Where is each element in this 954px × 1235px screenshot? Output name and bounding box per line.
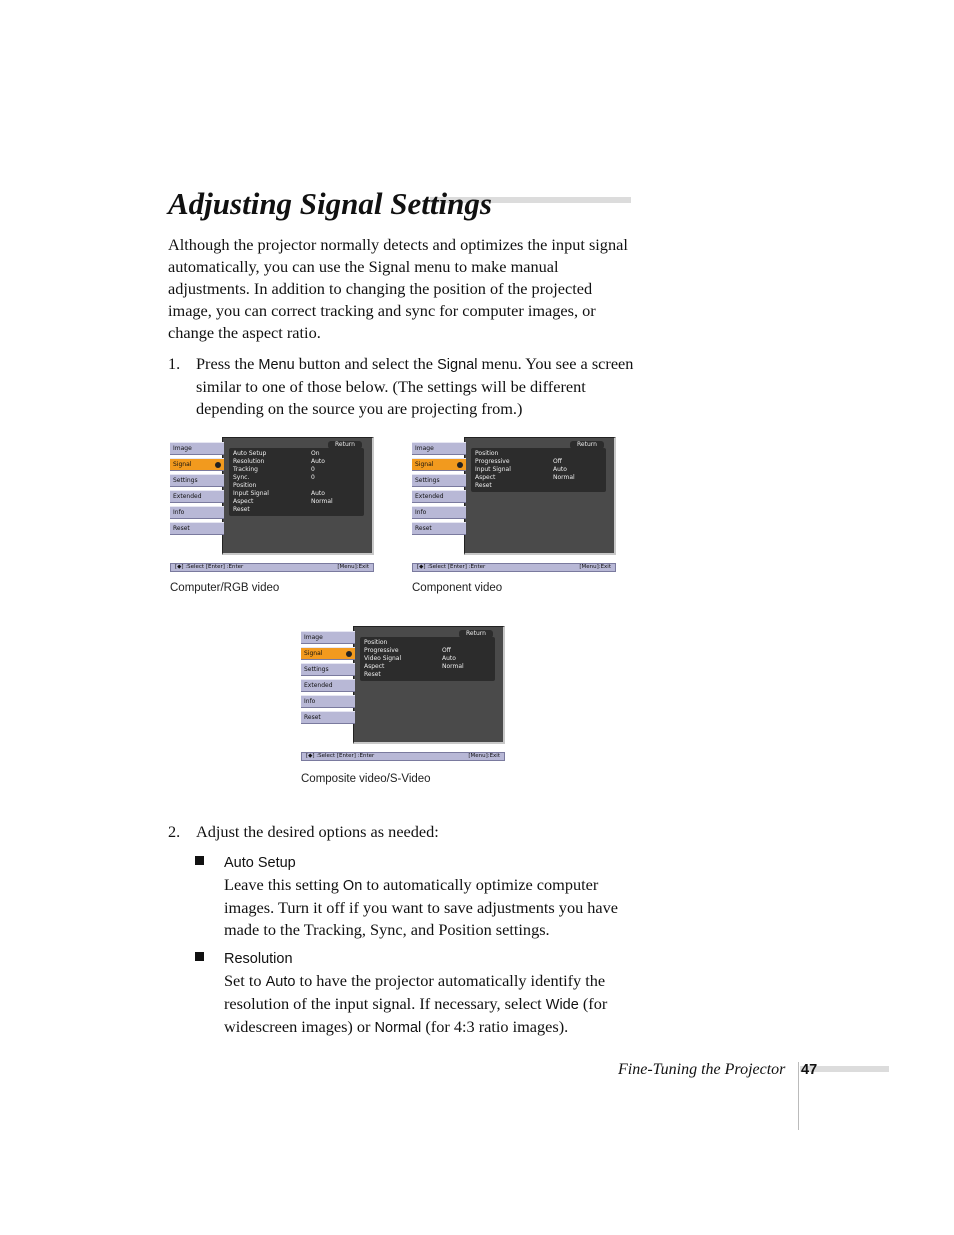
menu-option-row: Aspect Normal [364, 663, 464, 670]
menu-button-term: Menu [258, 357, 295, 373]
step-number: 1. [168, 354, 181, 373]
menu-sidebar-item: Signal [412, 458, 466, 471]
step-text: Adjust the desired options as needed: [196, 822, 439, 841]
menu-options [360, 637, 495, 681]
caption-composite: Composite video/S-Video [301, 773, 431, 785]
enter-icon [215, 462, 221, 468]
step-text: Press the Menu button and select the Signal menu. You see a screen similar to one of those below. (The settings will be different depending on the source you are projecting from.) [196, 354, 634, 418]
menu-option-row: Sync. 0 [233, 474, 315, 481]
menu-screenshot-computer [170, 437, 374, 575]
footer-section-title: Fine-Tuning the Projector [618, 1061, 786, 1078]
menu-option-row: Aspect Normal [475, 474, 575, 481]
menu-help-bar: [◆] :Select [Enter] :Enter [Menu]:Exit [170, 563, 374, 572]
enter-icon [457, 462, 463, 468]
bullet-description: Leave this setting On to automatically optimize computer images. Turn it off if you want to save adjustments you have made to the Tracking, Sync, and Position settings. [224, 875, 619, 939]
page-title: Adjusting Signal Settings [168, 186, 492, 221]
menu-option-row: Auto Setup On [233, 450, 320, 457]
menu-option-row: Aspect Normal [233, 498, 333, 505]
menu-sidebar-item: Info [170, 506, 224, 519]
bullet-heading: Auto Setup [224, 855, 296, 871]
intro-paragraph: Although the projector normally detects and optimizes the input signal automatically, you can use the Signal menu to make manual adjustments. In addition to changing the position of the projected image, you can correct tracking and sync for computer images, or change the aspect ratio. [168, 235, 628, 342]
menu-sidebar-item: Settings [412, 474, 466, 487]
menu-sidebar-item: Info [301, 695, 355, 708]
menu-panel [464, 437, 616, 555]
menu-option-row: Video Signal Auto [364, 655, 456, 662]
menu-option-row: Progressive Off [475, 458, 562, 465]
step-1 [168, 353, 638, 420]
menu-options [471, 448, 606, 492]
page-number: 47 [801, 1062, 818, 1078]
menu-sidebar-item: Extended [301, 679, 355, 692]
menu-screenshot-composite [301, 626, 505, 764]
footer-divider [798, 1062, 799, 1130]
menu-option-row: Reset [364, 671, 381, 678]
menu-sidebar-item: Signal [170, 458, 224, 471]
menu-option-row: Progressive Off [364, 647, 451, 654]
menu-sidebar-item: Extended [412, 490, 466, 503]
menu-help-bar: [◆] :Select [Enter] :Enter [Menu]:Exit [301, 752, 505, 761]
menu-screenshot-component [412, 437, 616, 575]
menu-option-row: Tracking 0 [233, 466, 315, 473]
signal-menu-term: Signal [437, 357, 478, 373]
menu-sidebar-item: Extended [170, 490, 224, 503]
menu-sidebar-item: Reset [301, 711, 355, 724]
menu-option-row: Position [475, 450, 499, 457]
menu-sidebar-item: Reset [170, 522, 224, 535]
menu-option-row: Position [233, 482, 257, 489]
bullet-square-icon [195, 952, 204, 961]
bullet-square-icon [195, 856, 204, 865]
bullet-heading: Resolution [224, 951, 293, 967]
menu-panel [353, 626, 505, 744]
menu-options [229, 448, 364, 516]
menu-help-bar: [◆] :Select [Enter] :Enter [Menu]:Exit [412, 563, 616, 572]
bullet-auto-setup [195, 852, 635, 941]
menu-sidebar-item: Settings [170, 474, 224, 487]
return-button: Return [570, 441, 604, 449]
menu-option-row: Position [364, 639, 388, 646]
bullet-description: Set to Auto to have the projector automatically identify the resolution of the input signal. If necessary, select Wide (for widescreen images) or Normal (for 4:3 ratio images). [224, 971, 608, 1036]
menu-option-row: Resolution Auto [233, 458, 325, 465]
menu-sidebar-item: Settings [301, 663, 355, 676]
menu-option-row: Reset [233, 506, 250, 513]
return-button: Return [459, 630, 493, 638]
menu-sidebar-item: Reset [412, 522, 466, 535]
menu-sidebar-item: Image [301, 631, 355, 644]
menu-sidebar-item: Image [412, 442, 466, 455]
menu-option-row: Input Signal Auto [475, 466, 567, 473]
menu-panel [222, 437, 374, 555]
return-button: Return [328, 441, 362, 449]
bullet-resolution [195, 948, 635, 1039]
menu-option-row: Input Signal Auto [233, 490, 325, 497]
menu-sidebar-item: Signal [301, 647, 355, 660]
caption-computer: Computer/RGB video [170, 582, 280, 594]
menu-sidebar-item: Info [412, 506, 466, 519]
menu-sidebar-item: Image [170, 442, 224, 455]
enter-icon [346, 651, 352, 657]
menu-option-row: Reset [475, 482, 492, 489]
caption-component: Component video [412, 582, 503, 594]
step-2 [168, 821, 638, 843]
step-number: 2. [168, 822, 181, 841]
